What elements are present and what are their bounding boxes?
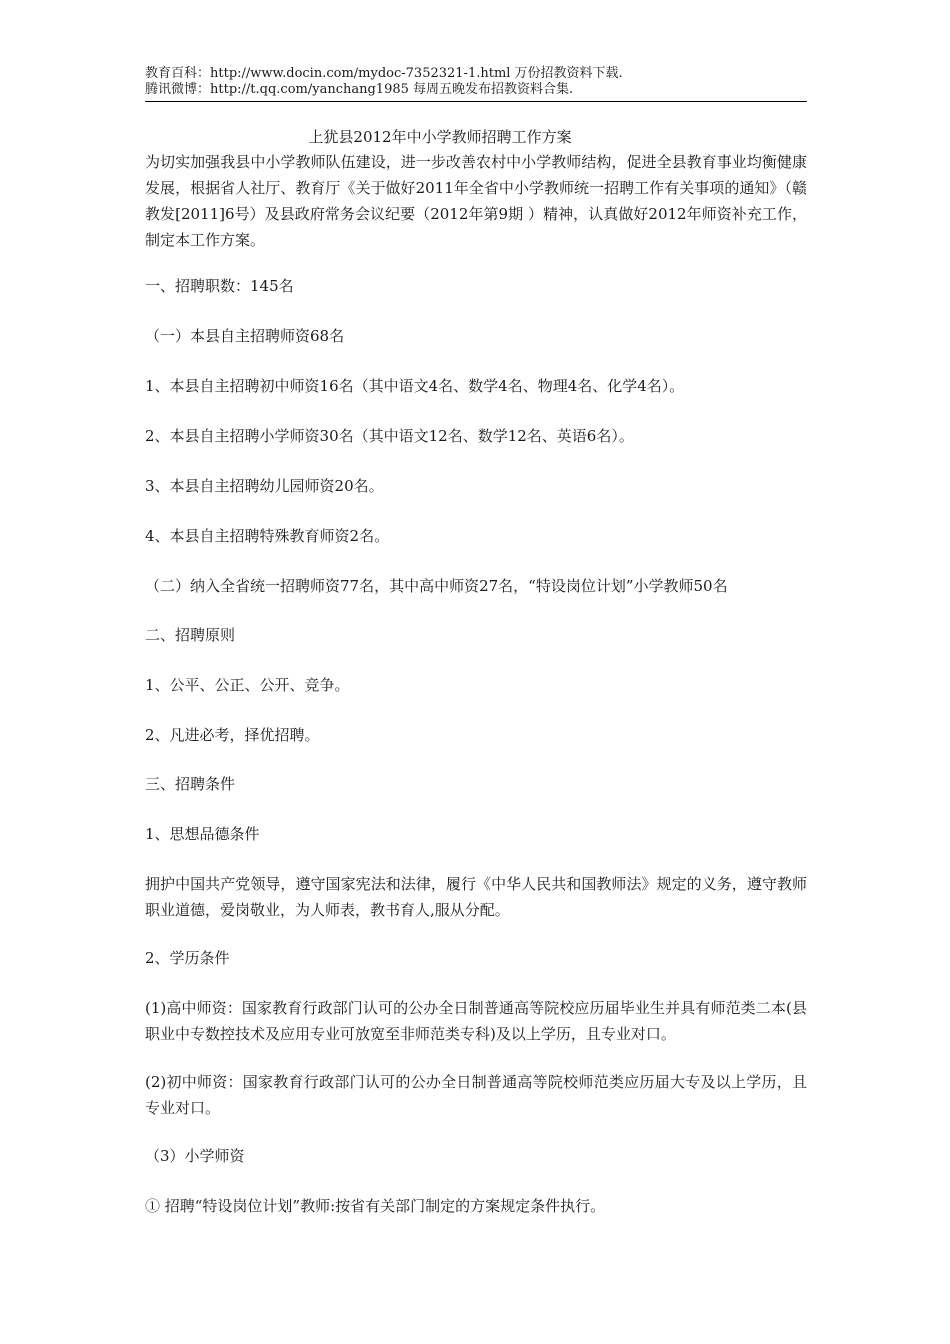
section-2-item-1: 1、公平、公正、公开、竞争。 (145, 676, 350, 694)
section-3-item-1: 1、思想品德条件 (145, 825, 260, 843)
page-header (145, 66, 807, 98)
header-line-weibo: 腾讯微博：http://t.qq.com/yanchang1985 每周五晚发布招教资料合集. (145, 82, 574, 97)
section-1-subheading-2: （二）纳入全省统一招聘师资77名，其中高中师资27名，“特设岗位计划”小学教师50名 (145, 577, 728, 595)
section-3-item-2: 2、学历条件 (145, 949, 230, 967)
document-title: 上犹县2012年中小学教师招聘工作方案 (308, 128, 572, 146)
section-3-item-1-text: 拥护中国共产党领导，遵守国家宪法和法律，履行《中华人民共和国教师法》规定的义务，遵守教师职业道德，爱岗敬业，为人师表，教书育人,服从分配。 (145, 875, 807, 919)
section-1-subheading-1: （一）本县自主招聘师资68名 (145, 327, 345, 345)
section-1-item-1: 1、本县自主招聘初中师资16名（其中语文4名、数学4名、物理4名、化学4名）。 (145, 377, 685, 395)
section-1-item-3: 3、本县自主招聘幼儿园师资20名。 (145, 477, 384, 495)
section-1-item-4: 4、本县自主招聘特殊教育师资2名。 (145, 527, 390, 545)
section-3-item-2-c: （3）小学师资 (145, 1147, 245, 1165)
section-3-item-2-b: (2)初中师资：国家教育行政部门认可的公办全日制普通高等院校师范类应历届大专及以上学历，且专业对口。 (145, 1073, 807, 1117)
section-3-item-2-a: (1)高中师资：国家教育行政部门认可的公办全日制普通高等院校应历届毕业生并具有师范类二本(县职业中专数控技术及应用专业可放宽至非师范类专科)及以上学历，且专业对口。 (145, 999, 807, 1043)
section-3-item-2-c1: ① 招聘“特设岗位计划”教师:按省有关部门制定的方案规定条件执行。 (145, 1197, 606, 1215)
section-1-item-2: 2、本县自主招聘小学师资30名（其中语文12名、数学12名、英语6名）。 (145, 427, 634, 445)
section-1-heading: 一、招聘职数：145名 (145, 277, 294, 295)
intro-paragraph: 为切实加强我县中小学教师队伍建设，进一步改善农村中小学教师结构，促进全县教育事业均衡健康发展，根据省人社厅、教育厅《关于做好2011年全省中小学教师统一招聘工作有关事项的通知》（赣教发[2011]6号）及县政府常务会议纪要（2012年第9期 ）精神，认真做好2012年师资补充工作，制定本工作方案。 (145, 153, 807, 249)
section-2-item-2: 2、凡进必考，择优招聘。 (145, 726, 320, 744)
header-line-docin: 教育百科：http://www.docin.com/mydoc-7352321-1.html 万份招教资料下载. (145, 66, 623, 81)
header-divider (145, 101, 807, 102)
section-2-heading: 二、招聘原则 (145, 626, 236, 644)
section-3-heading: 三、招聘条件 (145, 775, 236, 793)
